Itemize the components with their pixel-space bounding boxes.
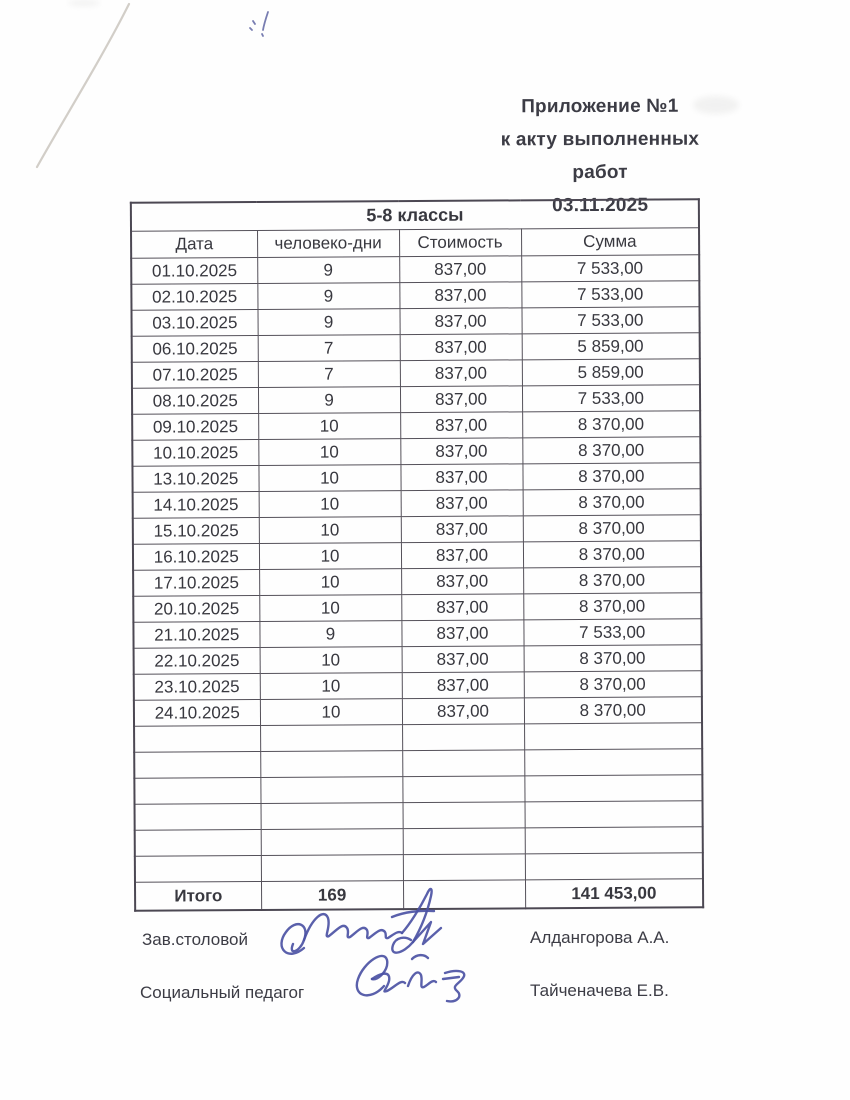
cell-mandays: 10 (259, 543, 401, 570)
cell-cost: 837,00 (401, 594, 523, 621)
empty-table-row (134, 775, 702, 804)
cell-mandays: 10 (260, 647, 402, 674)
cell-cost: 837,00 (401, 620, 523, 647)
cell-date: 13.10.2025 (132, 465, 258, 492)
cell-mandays: 10 (259, 517, 401, 544)
cell-sum: 8 370,00 (522, 411, 700, 438)
cell-mandays: 9 (257, 283, 399, 310)
totals-sum: 141 453,00 (525, 879, 703, 909)
cell-cost: 837,00 (399, 282, 521, 309)
cell-date: 17.10.2025 (133, 569, 259, 596)
cell-sum: 8 370,00 (524, 697, 702, 724)
cell-sum: 5 859,00 (522, 359, 700, 386)
header-date: 03.11.2025 (552, 194, 649, 217)
cell-mandays: 10 (258, 465, 400, 492)
cell-date: 06.10.2025 (132, 335, 258, 362)
scan-smudge-top-edge (68, 0, 100, 6)
cell-date: 20.10.2025 (133, 595, 259, 622)
cell-sum: 7 533,00 (521, 255, 699, 282)
cell-sum-empty (524, 749, 702, 776)
cell-date: 10.10.2025 (132, 439, 258, 466)
cell-sum: 8 370,00 (523, 489, 701, 516)
table-title-row (131, 199, 699, 231)
cell-cost-empty (402, 724, 524, 751)
cell-cost: 837,00 (402, 646, 524, 673)
cell-sum: 8 370,00 (524, 671, 702, 698)
table-header-row (131, 228, 699, 258)
table-row (132, 333, 700, 362)
cell-cost: 837,00 (401, 516, 523, 543)
handwritten-signature-2 (342, 944, 492, 1008)
cell-date: 23.10.2025 (134, 673, 260, 700)
cell-sum: 7 533,00 (521, 307, 699, 334)
cell-cost: 837,00 (400, 334, 522, 361)
table-row (133, 567, 701, 596)
table-row (132, 385, 700, 414)
cell-sum-empty (525, 801, 703, 828)
cell-date-empty (135, 855, 261, 882)
cell-sum-empty (525, 853, 703, 880)
cell-date: 07.10.2025 (132, 361, 258, 388)
cell-cost: 837,00 (400, 386, 522, 413)
empty-table-row (134, 723, 702, 752)
table-row (133, 489, 701, 518)
cell-sum-empty (525, 827, 703, 854)
cell-mandays: 10 (259, 491, 401, 518)
cell-cost: 837,00 (402, 698, 524, 725)
col-header-sum: Сумма (521, 228, 699, 256)
cell-date-empty (134, 777, 260, 804)
empty-table-row (135, 827, 703, 856)
cell-sum-empty (524, 723, 702, 750)
table-row (133, 515, 701, 544)
table-row (134, 645, 702, 674)
totals-row (135, 879, 703, 911)
col-header-cost: Стоимость (399, 229, 521, 257)
cell-mandays: 10 (258, 439, 400, 466)
cell-cost-empty (403, 828, 525, 855)
cell-date: 01.10.2025 (131, 257, 257, 284)
cell-date-empty (135, 803, 261, 830)
cell-sum: 8 370,00 (523, 593, 701, 620)
table-row (131, 281, 699, 310)
empty-table-row (135, 801, 703, 830)
cell-mandays: 10 (258, 413, 400, 440)
cell-sum: 7 533,00 (521, 281, 699, 308)
cell-sum: 7 533,00 (523, 619, 701, 646)
cell-mandays: 10 (260, 673, 402, 700)
cell-mandays-empty (260, 751, 402, 778)
cell-date: 02.10.2025 (131, 283, 257, 310)
cell-date-empty (134, 751, 260, 778)
empty-table-row (135, 853, 703, 882)
table-row (132, 359, 700, 388)
col-header-date: Дата (131, 230, 257, 258)
cell-mandays: 9 (258, 387, 400, 414)
cell-cost: 837,00 (400, 412, 522, 439)
cell-date: 14.10.2025 (133, 491, 259, 518)
cell-date: 09.10.2025 (132, 413, 258, 440)
col-header-mandays: человеко-дни (257, 230, 399, 258)
cell-sum: 8 370,00 (523, 515, 701, 542)
cell-date-empty (135, 829, 261, 856)
cell-sum: 7 533,00 (522, 385, 700, 412)
empty-table-row (134, 749, 702, 778)
cell-date: 08.10.2025 (132, 387, 258, 414)
cell-sum: 8 370,00 (524, 645, 702, 672)
cell-sum: 8 370,00 (522, 463, 700, 490)
table-row (134, 671, 702, 700)
cell-cost: 837,00 (400, 464, 522, 491)
cell-mandays: 10 (259, 595, 401, 622)
signature-name-aldangorova: Алдангорова А.А. (530, 928, 670, 947)
cell-date: 21.10.2025 (133, 621, 259, 648)
table-row (134, 697, 702, 726)
cell-cost: 837,00 (400, 360, 522, 387)
totals-mandays: 169 (261, 881, 403, 910)
totals-label: Итого (135, 881, 261, 910)
attendance-table (130, 198, 704, 911)
cell-mandays: 9 (257, 309, 399, 336)
cell-cost: 837,00 (400, 438, 522, 465)
cell-cost: 837,00 (401, 542, 523, 569)
cell-mandays: 7 (258, 361, 400, 388)
cell-date: 15.10.2025 (133, 517, 259, 544)
table-row (133, 619, 701, 648)
cell-date-empty (134, 725, 260, 752)
cell-sum: 5 859,00 (522, 333, 700, 360)
cell-cost: 837,00 (399, 256, 521, 283)
cell-cost-empty (402, 776, 524, 803)
table-row (131, 255, 699, 284)
signature-role-canteen-manager: Зав.столовой (142, 930, 249, 949)
cell-mandays-empty (261, 855, 403, 882)
table-row (131, 307, 699, 336)
cell-cost: 837,00 (402, 672, 524, 699)
table-title: 5-8 классы (131, 199, 699, 231)
cell-date: 16.10.2025 (133, 543, 259, 570)
cell-mandays: 7 (258, 335, 400, 362)
cell-date: 24.10.2025 (134, 699, 260, 726)
cell-mandays: 10 (259, 569, 401, 596)
table-row (133, 541, 701, 570)
cell-cost: 837,00 (399, 308, 521, 335)
totals-cost (403, 880, 525, 909)
cell-cost-empty (403, 802, 525, 829)
header-appendix-line: Приложение №1 (521, 95, 679, 118)
cell-cost-empty (402, 750, 524, 777)
cell-sum: 8 370,00 (523, 541, 701, 568)
signature-name-taychenacheva: Тайченачева Е.В. (530, 981, 669, 1000)
cell-mandays-empty (261, 803, 403, 830)
cell-cost-empty (403, 854, 525, 881)
signature-role-social-pedagogue: Социальный педагог (140, 983, 305, 1002)
cell-date: 22.10.2025 (134, 647, 260, 674)
stray-pen-marks (243, 8, 283, 43)
cell-mandays-empty (260, 725, 402, 752)
scan-scratch-line (0, 0, 200, 200)
cell-sum: 8 370,00 (522, 437, 700, 464)
cell-mandays-empty (260, 777, 402, 804)
cell-mandays: 9 (259, 621, 401, 648)
table-row (132, 437, 700, 466)
cell-date: 03.10.2025 (131, 309, 257, 336)
cell-mandays: 10 (260, 699, 402, 726)
cell-cost: 837,00 (401, 490, 523, 517)
table-row (133, 593, 701, 622)
cell-mandays-empty (261, 829, 403, 856)
cell-sum-empty (524, 775, 702, 802)
cell-sum: 8 370,00 (523, 567, 701, 594)
cell-mandays: 9 (257, 257, 399, 284)
cell-cost: 837,00 (401, 568, 523, 595)
table-row (132, 463, 700, 492)
table-row (132, 411, 700, 440)
header-act-line: к акту выполненных работ (500, 128, 700, 184)
